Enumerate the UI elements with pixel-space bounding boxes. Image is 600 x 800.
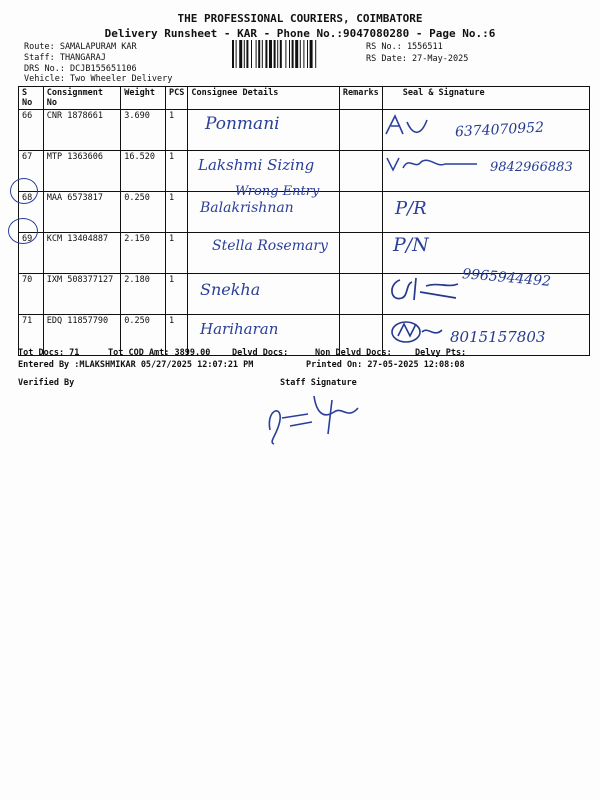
handwritten-consignee-71: Hariharan bbox=[200, 320, 279, 338]
circle-mark-69 bbox=[8, 218, 38, 244]
handwritten-consignee-69: Stella Rosemary bbox=[212, 238, 328, 254]
handwritten-note-68: Wrong Entry bbox=[235, 184, 320, 199]
entered-by: Entered By :MLAKSHMIKAR 05/27/2025 12:07:21 PM bbox=[18, 360, 254, 370]
handwritten-signature-71 bbox=[390, 318, 446, 344]
delivery-points: Delvy Pts: bbox=[415, 348, 467, 358]
weight-cell: 0.250 bbox=[121, 192, 166, 233]
pcs-cell: 1 bbox=[165, 151, 187, 192]
sno-cell: 66 bbox=[19, 110, 44, 151]
handwritten-mark-69: P/N bbox=[393, 234, 429, 256]
delivered-docs: Delvd Docs: bbox=[232, 348, 289, 358]
col-weight: Weight bbox=[121, 87, 166, 110]
handwritten-phone-66: 6374070952 bbox=[454, 119, 545, 141]
consignment-cell: MAA 6573817 bbox=[43, 192, 121, 233]
route-label: Route: SAMALAPURAM KAR bbox=[24, 42, 137, 52]
vehicle-label: Vehicle: Two Wheeler Delivery bbox=[24, 74, 173, 84]
col-consignee: Consignee Details bbox=[188, 87, 340, 110]
pcs-cell: 1 bbox=[165, 233, 187, 274]
remarks-cell bbox=[339, 192, 382, 233]
company-title: THE PROFESSIONAL COURIERS, COIMBATORE bbox=[177, 12, 423, 25]
pcs-cell: 1 bbox=[165, 192, 187, 233]
weight-cell: 2.150 bbox=[121, 233, 166, 274]
handwritten-signature-67 bbox=[385, 152, 485, 174]
col-remarks: Remarks bbox=[339, 87, 382, 110]
pcs-cell: 1 bbox=[165, 315, 187, 356]
consignment-cell: IXM 508377127 bbox=[43, 274, 121, 315]
handwritten-consignee-70: Snekha bbox=[200, 280, 261, 299]
pcs-cell: 1 bbox=[165, 274, 187, 315]
consignment-cell: MTP 1363606 bbox=[43, 151, 121, 192]
total-docs: Tot Docs: 71 bbox=[18, 348, 80, 358]
weight-cell: 16.520 bbox=[121, 151, 166, 192]
remarks-cell bbox=[339, 274, 382, 315]
verified-by-label: Verified By bbox=[18, 378, 75, 388]
sno-cell: 71 bbox=[19, 315, 44, 356]
weight-cell: 2.180 bbox=[121, 274, 166, 315]
total-cod-amount: Tot COD Amt: 3899.00 bbox=[108, 348, 211, 358]
runsheet-subtitle: Delivery Runsheet - KAR - Phone No.:9047080280 - Page No.:6 bbox=[104, 27, 496, 40]
circle-mark-68 bbox=[10, 178, 38, 204]
weight-cell: 3.690 bbox=[121, 110, 166, 151]
consignment-cell: CNR 1878661 bbox=[43, 110, 121, 151]
printed-on: Printed On: 27-05-2025 12:08:08 bbox=[306, 360, 465, 370]
remarks-cell bbox=[339, 151, 382, 192]
sno-cell: 68 bbox=[19, 192, 44, 233]
rs-date: RS Date: 27-May-2025 bbox=[366, 54, 469, 64]
handwritten-mark-68: P/R bbox=[395, 198, 427, 219]
staff-signature bbox=[262, 390, 372, 450]
consignment-cell: EDQ 11857790 bbox=[43, 315, 121, 356]
col-seal: Seal & Signature bbox=[382, 87, 589, 110]
drs-label: DRS No.: DCJB155651106 bbox=[24, 64, 137, 74]
handwritten-signature-66 bbox=[383, 112, 453, 138]
col-sno: S No bbox=[19, 87, 44, 110]
table-header-row bbox=[19, 87, 590, 110]
handwritten-signature-70 bbox=[386, 274, 466, 306]
handwritten-phone-71: 8015157803 bbox=[450, 328, 546, 346]
col-pcs: PCS bbox=[165, 87, 187, 110]
remarks-cell bbox=[339, 110, 382, 151]
handwritten-consignee-67: Lakshmi Sizing bbox=[198, 156, 315, 174]
non-delivered-docs: Non Delvd Docs: bbox=[315, 348, 392, 358]
barcode bbox=[232, 40, 350, 68]
handwritten-consignee-66: Ponmani bbox=[205, 114, 280, 134]
staff-signature-label: Staff Signature bbox=[280, 378, 357, 388]
handwritten-consignee-68: Balakrishnan bbox=[200, 200, 294, 216]
weight-cell: 0.250 bbox=[121, 315, 166, 356]
remarks-cell bbox=[339, 233, 382, 274]
sno-cell: 70 bbox=[19, 274, 44, 315]
pcs-cell: 1 bbox=[165, 110, 187, 151]
consignment-cell: KCM 13404887 bbox=[43, 233, 121, 274]
handwritten-phone-70: 9965944492 bbox=[461, 266, 552, 290]
handwritten-phone-67: 9842966883 bbox=[490, 160, 573, 175]
sno-cell: 67 bbox=[19, 151, 44, 192]
rs-number: RS No.: 1556511 bbox=[366, 42, 443, 52]
sno-cell: 69 bbox=[19, 233, 44, 274]
staff-label: Staff: THANGARAJ bbox=[24, 53, 106, 63]
col-consignment: Consignment No bbox=[43, 87, 121, 110]
